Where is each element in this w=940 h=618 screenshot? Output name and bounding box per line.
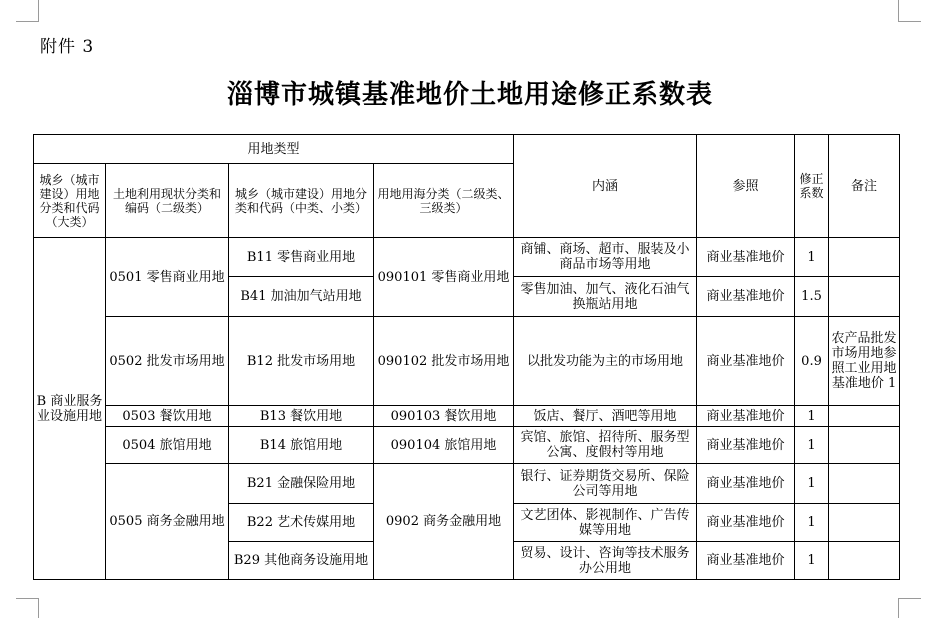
urban-class-cell: B22 艺术传媒用地 (229, 504, 374, 542)
reference-cell: 商业基准地价 (697, 406, 795, 427)
sea-class-cell: 090101 零售商业用地 (374, 238, 514, 317)
crop-mark (38, 598, 39, 618)
crop-mark (898, 598, 921, 599)
content-cell: 饭店、餐厅、酒吧等用地 (514, 406, 697, 427)
reference-cell: 商业基准地价 (697, 504, 795, 542)
land-use-cell: 0502 批发市场用地 (106, 317, 229, 406)
content-cell: 文艺团体、影视制作、广告传媒等用地 (514, 504, 697, 542)
sea-class-cell: 090103 餐饮用地 (374, 406, 514, 427)
crop-mark (16, 21, 39, 22)
header-land-type-group: 用地类型 (34, 135, 514, 164)
crop-mark (898, 598, 899, 618)
coefficient-cell: 1 (795, 427, 829, 464)
land-use-cell: 0503 餐饮用地 (106, 406, 229, 427)
header-land-use-class: 土地利用现状分类和编码（二级类） (106, 164, 229, 238)
content-cell: 宾馆、旅馆、招待所、服务型公寓、度假村等用地 (514, 427, 697, 464)
header-remark: 备注 (829, 135, 900, 238)
coefficient-cell: 1 (795, 406, 829, 427)
remark-cell (829, 406, 900, 427)
content-cell: 以批发功能为主的市场用地 (514, 317, 697, 406)
reference-cell: 商业基准地价 (697, 317, 795, 406)
crop-mark (38, 0, 39, 22)
attachment-label: 附件 3 (40, 37, 95, 57)
major-category-cell: B 商业服务业设施用地 (34, 238, 106, 580)
land-use-coefficient-table (33, 134, 900, 580)
crop-mark (16, 598, 39, 599)
coefficient-cell: 0.9 (795, 317, 829, 406)
header-urban-major-class: 城乡（城市建设）用地分类和代码（大类） (34, 164, 106, 238)
content-cell: 零售加油、加气、液化石油气换瓶站用地 (514, 277, 697, 317)
reference-cell: 商业基准地价 (697, 238, 795, 277)
reference-cell: 商业基准地价 (697, 277, 795, 317)
urban-class-cell: B12 批发市场用地 (229, 317, 374, 406)
sea-class-cell: 090102 批发市场用地 (374, 317, 514, 406)
reference-cell: 商业基准地价 (697, 542, 795, 580)
urban-class-cell: B13 餐饮用地 (229, 406, 374, 427)
urban-class-cell: B29 其他商务设施用地 (229, 542, 374, 580)
land-use-cell: 0504 旅馆用地 (106, 427, 229, 464)
header-urban-sub-class: 城乡（城市建设）用地分类和代码（中类、小类） (229, 164, 374, 238)
header-reference: 参照 (697, 135, 795, 238)
crop-mark (898, 21, 921, 22)
sea-class-cell: 0902 商务金融用地 (374, 464, 514, 580)
coefficient-cell: 1 (795, 504, 829, 542)
content-cell: 银行、证券期货交易所、保险公司等用地 (514, 464, 697, 504)
remark-cell (829, 464, 900, 504)
coefficient-cell: 1 (795, 542, 829, 580)
urban-class-cell: B11 零售商业用地 (229, 238, 374, 277)
remark-cell (829, 542, 900, 580)
urban-class-cell: B21 金融保险用地 (229, 464, 374, 504)
urban-class-cell: B14 旅馆用地 (229, 427, 374, 464)
crop-mark (898, 0, 899, 22)
remark-cell (829, 427, 900, 464)
urban-class-cell: B41 加油加气站用地 (229, 277, 374, 317)
coefficient-cell: 1.5 (795, 277, 829, 317)
header-sea-class: 用地用海分类（二级类、三级类） (374, 164, 514, 238)
land-use-cell: 0501 零售商业用地 (106, 238, 229, 317)
header-content: 内涵 (514, 135, 697, 238)
remark-cell: 农产品批发市场用地参照工业用地基准地价 1 (829, 317, 900, 406)
land-use-cell: 0505 商务金融用地 (106, 464, 229, 580)
reference-cell: 商业基准地价 (697, 427, 795, 464)
remark-cell (829, 277, 900, 317)
remark-cell (829, 238, 900, 277)
content-cell: 商铺、商场、超市、服装及小商品市场等用地 (514, 238, 697, 277)
coefficient-cell: 1 (795, 238, 829, 277)
sea-class-cell: 090104 旅馆用地 (374, 427, 514, 464)
reference-cell: 商业基准地价 (697, 464, 795, 504)
document-title: 淄博市城镇基准地价土地用途修正系数表 (226, 80, 713, 110)
coefficient-cell: 1 (795, 464, 829, 504)
remark-cell (829, 504, 900, 542)
content-cell: 贸易、设计、咨询等技术服务办公用地 (514, 542, 697, 580)
header-coefficient: 修正系数 (795, 135, 829, 238)
